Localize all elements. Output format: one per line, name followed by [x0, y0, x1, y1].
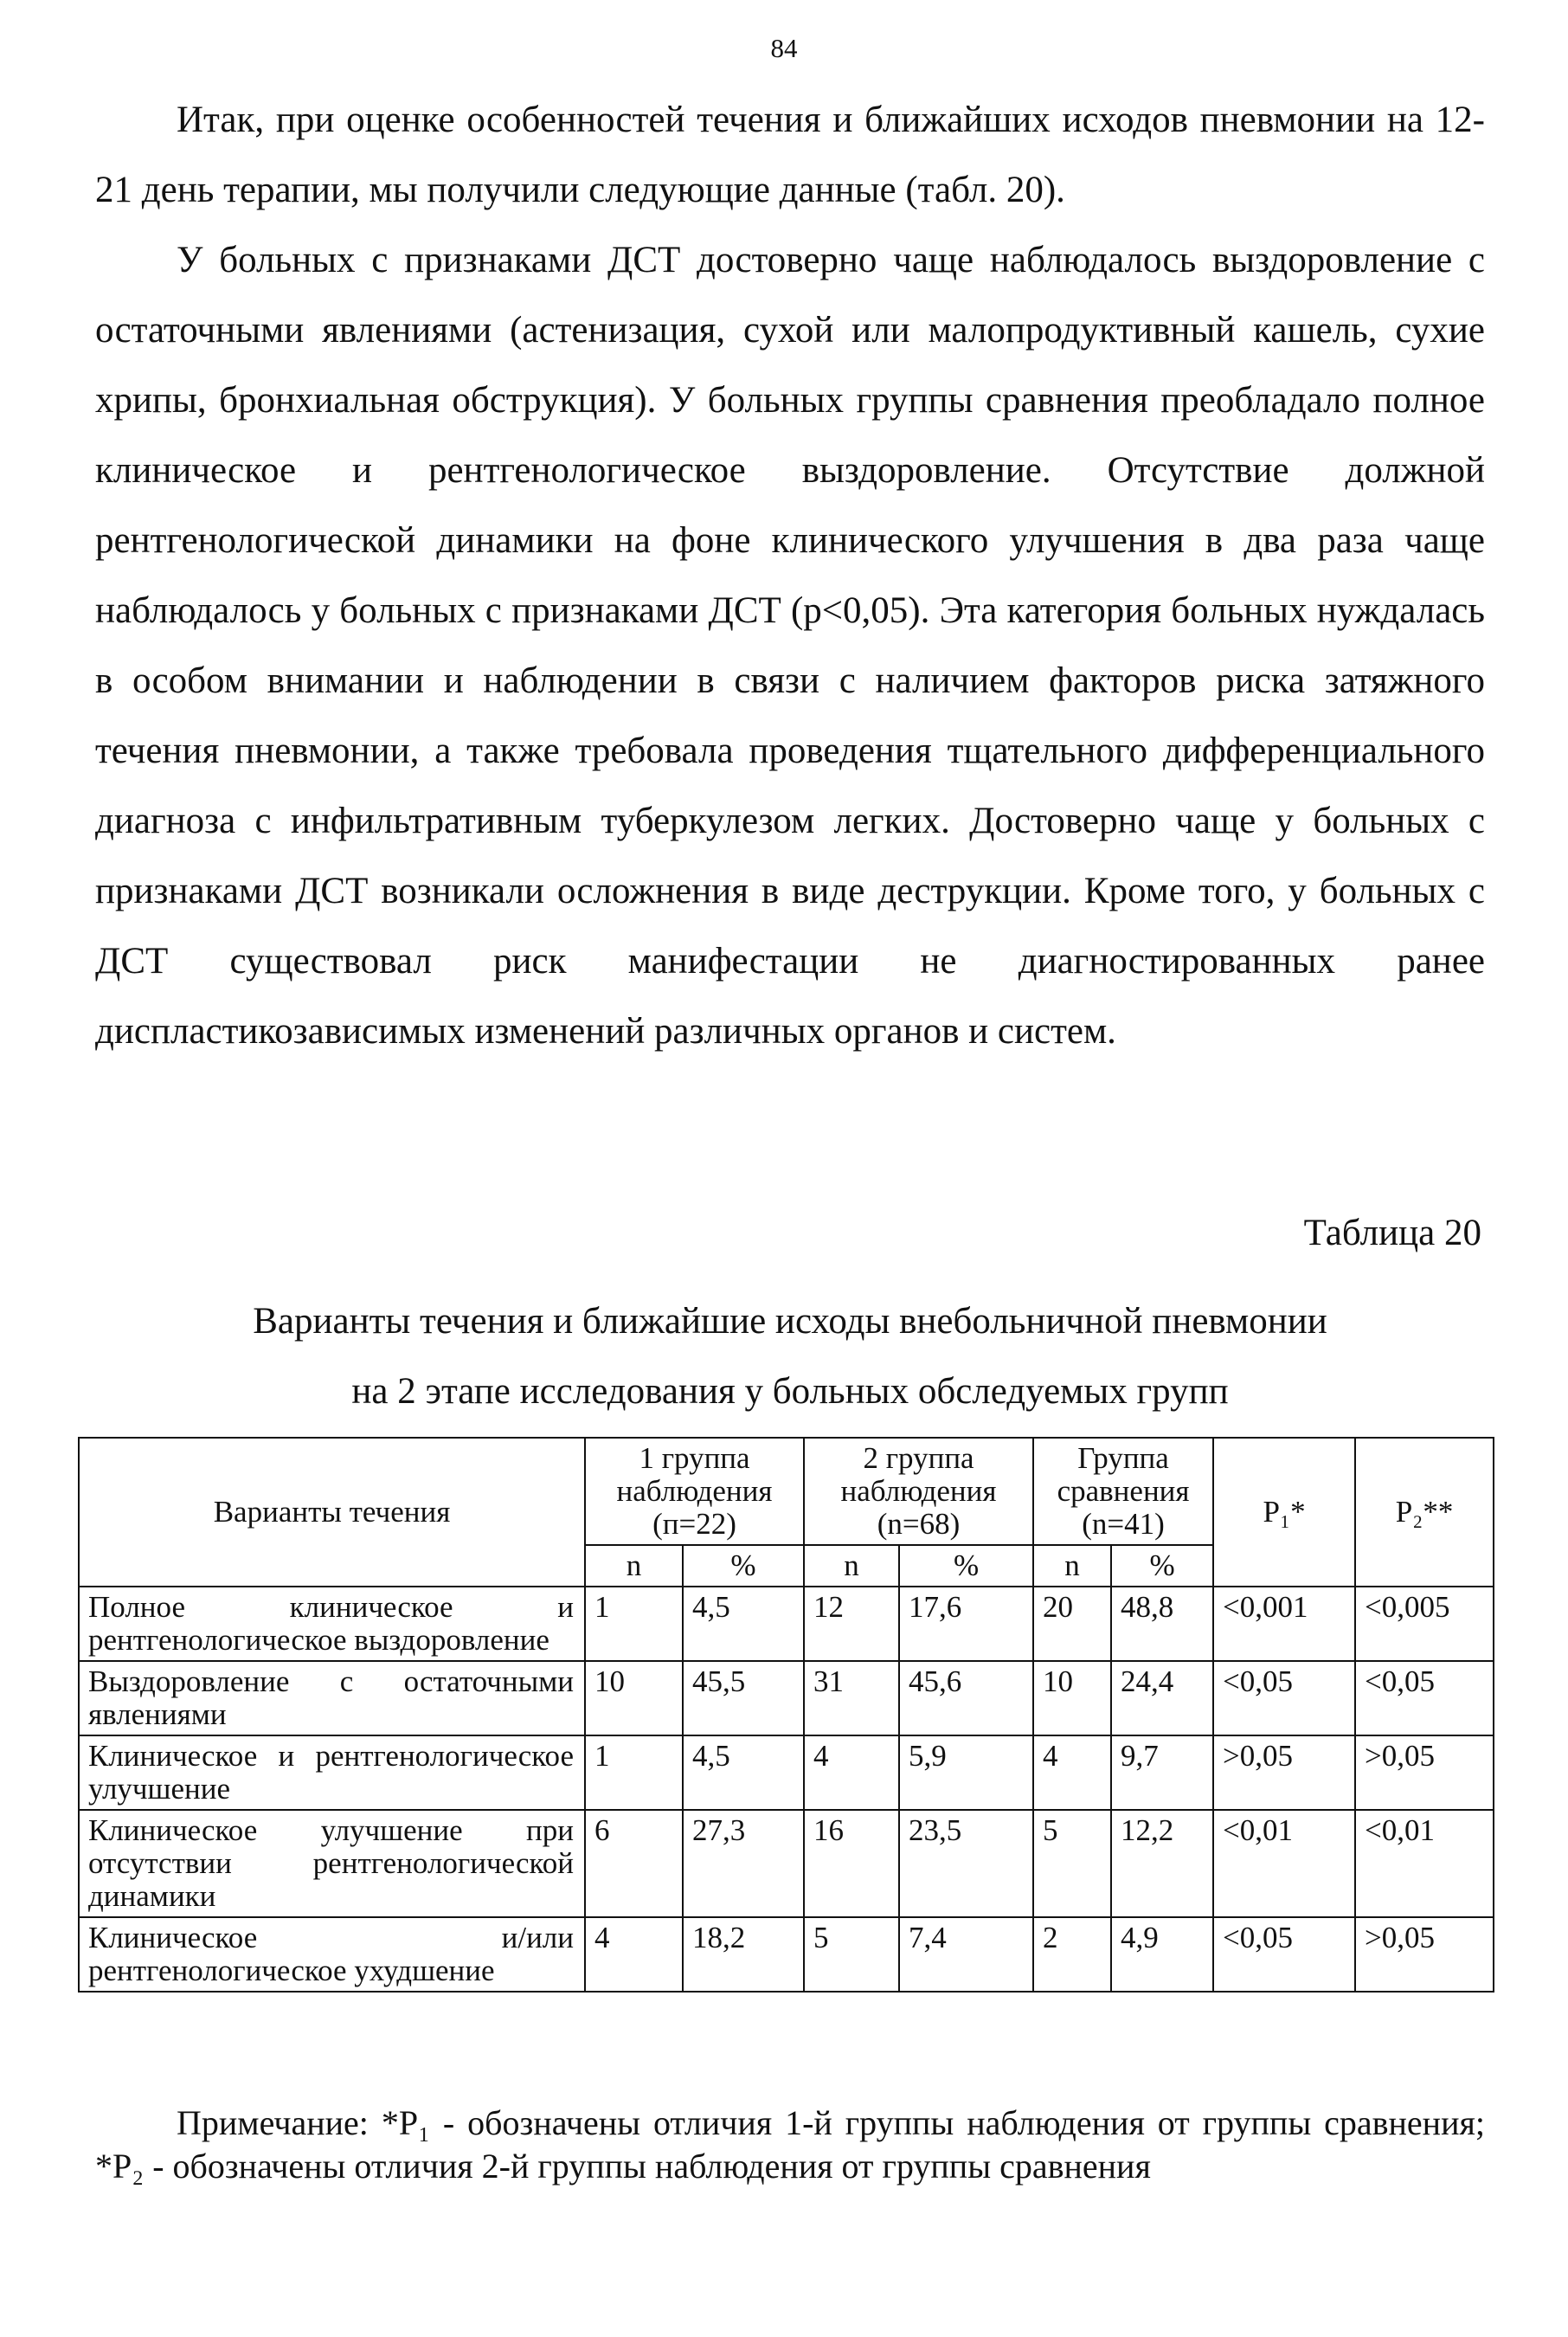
- cell-g2-n: 4: [804, 1735, 899, 1810]
- table-title-line-2: на 2 этапе исследования у больных обследуемых групп: [351, 1371, 1229, 1412]
- subheader-n: n: [1033, 1545, 1111, 1587]
- header-group-2: 2 группа наблюдения (n=68): [804, 1438, 1033, 1545]
- cell-g1-pct: 27,3: [683, 1810, 804, 1917]
- header-p1: P₁*: [1213, 1438, 1355, 1587]
- cell-g2-n: 5: [804, 1917, 899, 1992]
- results-table: [78, 1437, 1494, 1993]
- cell-g3-n: 10: [1033, 1661, 1111, 1735]
- cell-p1: <0,05: [1213, 1917, 1355, 1992]
- cell-g3-n: 5: [1033, 1810, 1111, 1917]
- cell-g1-pct: 4,5: [683, 1587, 804, 1661]
- cell-p2: >0,05: [1355, 1917, 1494, 1992]
- row-variant: Клиническое улучшение при отсутствии рентгенологической динамики: [79, 1810, 585, 1917]
- table-row: [79, 1587, 1494, 1661]
- cell-g3-n: 4: [1033, 1735, 1111, 1810]
- row-variant: Выздоровление с остаточными явлениями: [79, 1661, 585, 1735]
- header-p2: P₂**: [1355, 1438, 1494, 1587]
- page-number: 84: [770, 33, 798, 63]
- cell-g3-pct: 12,2: [1111, 1810, 1213, 1917]
- cell-p1: <0,05: [1213, 1661, 1355, 1735]
- cell-g1-pct: 4,5: [683, 1735, 804, 1810]
- table-label: Таблица 20: [1303, 1213, 1481, 1253]
- cell-p2: >0,05: [1355, 1735, 1494, 1810]
- header-variants: Варианты течения: [79, 1438, 585, 1587]
- cell-g2-n: 31: [804, 1661, 899, 1735]
- cell-g3-n: 2: [1033, 1917, 1111, 1992]
- cell-g2-n: 12: [804, 1587, 899, 1661]
- cell-g3-n: 20: [1033, 1587, 1111, 1661]
- body-text: [95, 85, 1485, 1066]
- row-variant: Полное клиническое и рентгенологическое выздоровление: [79, 1587, 585, 1661]
- subheader-percent: %: [899, 1545, 1033, 1587]
- cell-g1-n: 4: [585, 1917, 683, 1992]
- subheader-percent: %: [1111, 1545, 1213, 1587]
- cell-g2-pct: 17,6: [899, 1587, 1033, 1661]
- table-note: Примечание: *P₁ - обозначены отличия 1-й группы наблюдения от группы сравнения; *P₂ - обозначены отличия 2-й группы наблюдения от группы сравнения: [95, 2103, 1485, 2186]
- cell-g3-pct: 9,7: [1111, 1735, 1213, 1810]
- cell-g1-pct: 45,5: [683, 1661, 804, 1735]
- header-comparison-group: Группа сравнения (n=41): [1033, 1438, 1213, 1545]
- subheader-n: n: [804, 1545, 899, 1587]
- cell-g3-pct: 4,9: [1111, 1917, 1213, 1992]
- cell-g3-pct: 48,8: [1111, 1587, 1213, 1661]
- table-title: [95, 1286, 1485, 1426]
- cell-p1: <0,001: [1213, 1587, 1355, 1661]
- table-row: [79, 1810, 1494, 1917]
- cell-g1-n: 1: [585, 1587, 683, 1661]
- cell-p1: >0,05: [1213, 1735, 1355, 1810]
- table-title-line-1: Варианты течения и ближайшие исходы внебольничной пневмонии: [253, 1301, 1327, 1342]
- cell-p2: <0,005: [1355, 1587, 1494, 1661]
- table-row: [79, 1735, 1494, 1810]
- cell-g2-pct: 7,4: [899, 1917, 1033, 1992]
- row-variant: Клиническое и/или рентгенологическое ухудшение: [79, 1917, 585, 1992]
- paragraph-2: У больных с признаками ДСТ достоверно чаще наблюдалось выздоровление с остаточными явлениями (астенизация, сухой или малопродуктивный кашель, сухие хрипы, бронхиальная обструкция). У больных группы сравнения преобладало полное клиническое и рентгенологическое выздоровление. Отсутствие должной рентгенологической динамики на фоне клинического улучшения в два раза чаще наблюдалось у больных с признаками ДСТ (p<0,05). Эта категория больных нуждалась в особом внимании и наблюдении в связи с наличием факторов риска затяжного течения пневмонии, а также требовала проведения тщательного дифференциального диагноза с инфильтративным туберкулезом легких. Достоверно чаще у больных с признаками ДСТ возникали осложнения в виде деструкции. Кроме того, у больных с ДСТ существовал риск манифестации не диагностированных ранее диспластикозависимых изменений различных органов и систем.: [95, 240, 1485, 1052]
- cell-g1-n: 6: [585, 1810, 683, 1917]
- subheader-n: n: [585, 1545, 683, 1587]
- cell-g2-pct: 45,6: [899, 1661, 1033, 1735]
- header-group-1: 1 группа наблюдения (п=22): [585, 1438, 804, 1545]
- cell-g2-pct: 5,9: [899, 1735, 1033, 1810]
- cell-p2: <0,05: [1355, 1661, 1494, 1735]
- row-variant: Клиническое и рентгенологическое улучшение: [79, 1735, 585, 1810]
- paragraph-1: Итак, при оценке особенностей течения и ближайших исходов пневмонии на 12-21 день терапии, мы получили следующие данные (табл. 20).: [95, 100, 1485, 210]
- cell-g1-n: 10: [585, 1661, 683, 1735]
- cell-p1: <0,01: [1213, 1810, 1355, 1917]
- table-row: [79, 1661, 1494, 1735]
- cell-g3-pct: 24,4: [1111, 1661, 1213, 1735]
- cell-g2-n: 16: [804, 1810, 899, 1917]
- subheader-percent: %: [683, 1545, 804, 1587]
- cell-g1-pct: 18,2: [683, 1917, 804, 1992]
- cell-p2: <0,01: [1355, 1810, 1494, 1917]
- cell-g1-n: 1: [585, 1735, 683, 1810]
- table-row: [79, 1917, 1494, 1992]
- cell-g2-pct: 23,5: [899, 1810, 1033, 1917]
